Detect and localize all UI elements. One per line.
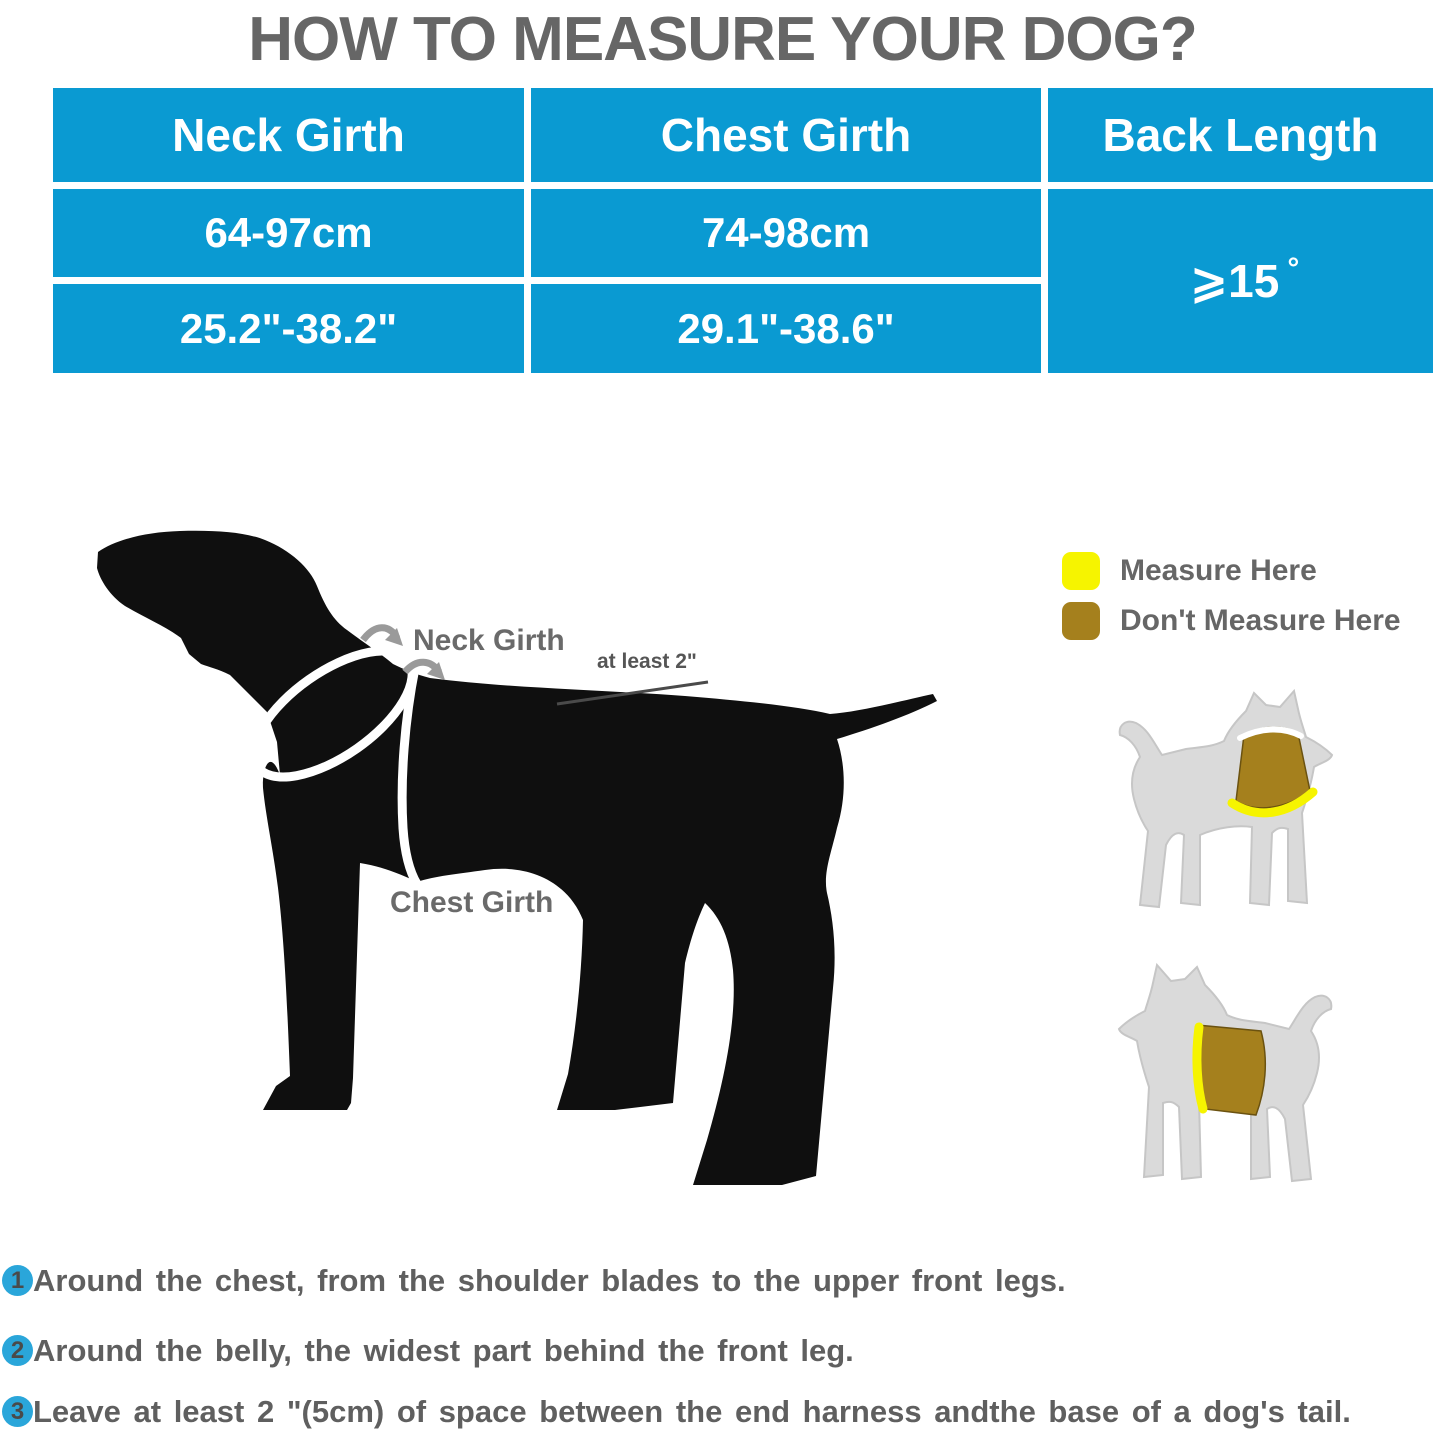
back-length-value [1048,189,1433,373]
legend-item-dont-measure-here [1062,602,1401,640]
step-2-text: Around the belly, the widest part behind the front leg. [33,1333,854,1368]
dont-measure-belly-band [1195,1025,1265,1115]
col-header-chest-girth: Chest Girth [531,88,1041,182]
dog-silhouette-diagram [85,518,945,1208]
back-length-number: ⩾15 [1189,255,1280,307]
dont-measure-neck-band [1236,727,1310,808]
small-dog-neck-band-example [1108,683,1358,928]
clearance-label: at least 2" [597,650,697,673]
small-dog-belly-band-example [1093,957,1343,1197]
legend-item-measure-here [1062,552,1317,590]
chest-girth-cm: 74-98cm [531,189,1041,277]
measure-here-label: Measure Here [1120,554,1317,587]
col-header-back-length: Back Length [1048,88,1433,182]
step-2-badge: 2 [2,1335,33,1366]
dont-measure-here-swatch [1062,602,1100,640]
step-1-text: Around the chest, from the shoulder blades to the upper front legs. [33,1263,1066,1298]
degree-symbol: ° [1287,252,1300,285]
step-1-badge: 1 [2,1265,33,1296]
page-title: HOW TO MEASURE YOUR DOG? [248,5,1197,74]
neck-girth-cm: 64-97cm [53,189,524,277]
chest-girth-inches: 29.1"-38.6" [531,284,1041,373]
neck-girth-inches: 25.2"-38.2" [53,284,524,373]
step-3-text: Leave at least 2 "(5cm) of space between the end harness andthe base of a dog's tail. [33,1394,1351,1429]
col-header-neck-girth: Neck Girth [53,88,524,182]
step-3-badge: 3 [2,1396,33,1427]
dont-measure-here-label: Don't Measure Here [1120,604,1401,637]
neck-girth-label: Neck Girth [413,624,565,657]
chest-girth-label: Chest Girth [390,886,554,919]
size-table [53,88,1433,373]
measure-here-swatch [1062,552,1100,590]
instruction-step-2 [2,1333,1442,1369]
instruction-step-1 [2,1263,1442,1299]
instruction-step-3 [2,1394,1442,1430]
